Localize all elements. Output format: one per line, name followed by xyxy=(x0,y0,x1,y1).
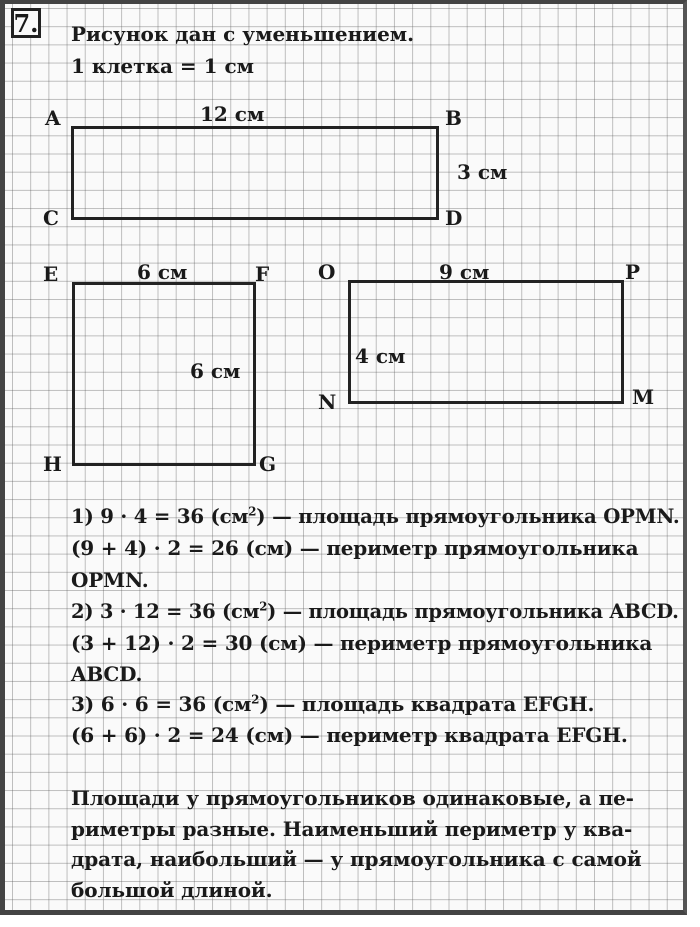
vertex-p: P xyxy=(625,260,641,284)
solution-line-3: OPMN. xyxy=(71,568,149,592)
conclusion-line-1: Площади у прямоугольников одинаковые, а пе- xyxy=(71,786,634,810)
solution-line-8: (6 + 6) · 2 = 24 (см) — периметр квадрата EFGH. xyxy=(71,723,628,747)
vertex-d: D xyxy=(445,206,463,230)
vertex-a: A xyxy=(45,106,61,130)
rectangle-opmn xyxy=(348,280,624,404)
conclusion-line-2: риметры разные. Наименьший периметр у ква- xyxy=(71,817,633,841)
solution-line-7: 3) 6 · 6 = 36 $(см^2)$ — площадь квадрата EFGH. xyxy=(71,692,595,716)
vertex-e: E xyxy=(43,262,59,286)
task-number: 7. xyxy=(11,8,41,38)
abcd-width-label: 12 см xyxy=(200,102,265,126)
rectangle-abcd xyxy=(71,126,439,220)
vertex-n: N xyxy=(318,390,337,414)
solution-line-2: (9 + 4) · 2 = 26 (см) — периметр прямоугольника xyxy=(71,536,639,560)
efgh-width-label: 6 см xyxy=(137,260,188,284)
vertex-f: F xyxy=(255,262,270,286)
solution-line-6: ABCD. xyxy=(71,662,143,686)
vertex-b: B xyxy=(445,106,462,130)
vertex-o: O xyxy=(318,260,336,284)
vertex-g: G xyxy=(259,452,277,476)
vertex-c: C xyxy=(43,206,59,230)
vertex-h: H xyxy=(43,452,62,476)
abcd-height-label: 3 см xyxy=(457,160,508,184)
header-line-2: 1 клетка = 1 см xyxy=(71,54,255,78)
efgh-height-label: 6 см xyxy=(190,359,241,383)
header-line-1: Рисунок дан с уменьшением. xyxy=(71,22,415,46)
conclusion-line-4: большой длиной. xyxy=(71,878,273,902)
conclusion-line-3: драта, наибольший — у прямоугольника с самой xyxy=(71,847,642,871)
opmn-height-label: 4 см xyxy=(355,344,406,368)
opmn-width-label: 9 см xyxy=(439,260,490,284)
solution-line-5: (3 + 12) · 2 = 30 (см) — периметр прямоугольника xyxy=(71,631,653,655)
vertex-m: M xyxy=(632,385,655,409)
solution-line-1: 1) 9 · 4 = 36 $(см^2)$ — площадь прямоугольника OPMN. xyxy=(71,504,680,528)
solution-line-4: 2) 3 · 12 = 36 $(см^2)$ — площадь прямоугольника ABCD. xyxy=(71,599,679,623)
